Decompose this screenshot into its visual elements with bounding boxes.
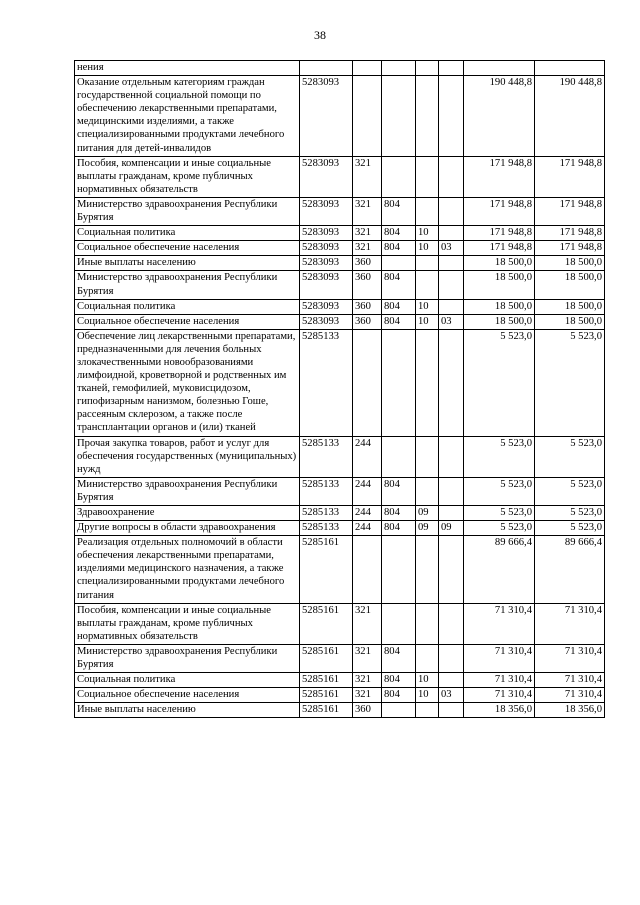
row-name-cell: Министерство здравоохранения Республики Бурятия [75, 477, 300, 505]
subsection-cell: 03 [439, 688, 464, 703]
target-article-cell: 5285161 [300, 703, 353, 718]
amount-cell-2: 71 310,4 [535, 673, 605, 688]
table-row [75, 703, 605, 718]
amount-cell-1 [464, 61, 535, 76]
subsection-cell [439, 477, 464, 505]
table-row [75, 241, 605, 256]
row-name-cell: Министерство здравоохранения Республики Бурятия [75, 271, 300, 299]
row-name-cell: Иные выплаты населению [75, 703, 300, 718]
target-article-cell: 5285133 [300, 436, 353, 477]
ministry-code-cell: 804 [382, 644, 416, 672]
section-cell: 10 [416, 673, 439, 688]
table-row [75, 156, 605, 197]
row-name-cell: Оказание отдельным категориям граждан государственной социальной помощи по обеспечению лекарственными препаратами, медицинскими изделиями, а также специализированными продуктами лечебного питания для детей-инвалидов [75, 76, 300, 157]
target-article-cell: 5283093 [300, 314, 353, 329]
table-row [75, 521, 605, 536]
section-cell [416, 703, 439, 718]
row-name-cell: Пособия, компенсации и иные социальные выплаты гражданам, кроме публичных нормативных обязательств [75, 156, 300, 197]
amount-cell-1: 71 310,4 [464, 603, 535, 644]
amount-cell-2: 71 310,4 [535, 688, 605, 703]
ministry-code-cell [382, 703, 416, 718]
target-article-cell: 5285133 [300, 506, 353, 521]
ministry-code-cell [382, 76, 416, 157]
amount-cell-2: 5 523,0 [535, 477, 605, 505]
amount-cell-2: 171 948,8 [535, 226, 605, 241]
section-cell [416, 61, 439, 76]
section-cell: 10 [416, 241, 439, 256]
amount-cell-2: 18 500,0 [535, 299, 605, 314]
ministry-code-cell [382, 256, 416, 271]
ministry-code-cell [382, 61, 416, 76]
section-cell [416, 436, 439, 477]
amount-cell-2: 71 310,4 [535, 644, 605, 672]
section-cell [416, 329, 439, 436]
expense-type-cell: 360 [353, 299, 382, 314]
section-cell [416, 536, 439, 603]
section-cell: 10 [416, 314, 439, 329]
target-article-cell: 5283093 [300, 226, 353, 241]
ministry-code-cell [382, 436, 416, 477]
target-article-cell: 5285161 [300, 536, 353, 603]
amount-cell-1: 171 948,8 [464, 226, 535, 241]
subsection-cell [439, 76, 464, 157]
row-name-cell: Пособия, компенсации и иные социальные выплаты гражданам, кроме публичных нормативных обязательств [75, 603, 300, 644]
amount-cell-1: 18 500,0 [464, 271, 535, 299]
ministry-code-cell [382, 329, 416, 436]
subsection-cell: 03 [439, 241, 464, 256]
expense-type-cell: 321 [353, 688, 382, 703]
amount-cell-1: 5 523,0 [464, 521, 535, 536]
amount-cell-2: 18 500,0 [535, 256, 605, 271]
target-article-cell: 5283093 [300, 156, 353, 197]
ministry-code-cell: 804 [382, 521, 416, 536]
amount-cell-2: 171 948,8 [535, 156, 605, 197]
table-row [75, 61, 605, 76]
row-name-cell: нения [75, 61, 300, 76]
amount-cell-2: 71 310,4 [535, 603, 605, 644]
table-row [75, 226, 605, 241]
amount-cell-1: 89 666,4 [464, 536, 535, 603]
amount-cell-2: 171 948,8 [535, 241, 605, 256]
subsection-cell: 09 [439, 521, 464, 536]
expense-type-cell: 321 [353, 603, 382, 644]
expense-type-cell: 321 [353, 673, 382, 688]
amount-cell-1: 18 356,0 [464, 703, 535, 718]
expense-type-cell: 321 [353, 197, 382, 225]
target-article-cell: 5285161 [300, 688, 353, 703]
row-name-cell: Реализация отдельных полномочий в области обеспечения лекарственными препаратами, изделиями медицинского назначения, а также специализированными продуктами лечебного питания [75, 536, 300, 603]
expense-type-cell [353, 76, 382, 157]
subsection-cell [439, 644, 464, 672]
row-name-cell: Здравоохранение [75, 506, 300, 521]
section-cell [416, 477, 439, 505]
row-name-cell: Социальное обеспечение населения [75, 241, 300, 256]
subsection-cell [439, 329, 464, 436]
subsection-cell [439, 506, 464, 521]
section-cell [416, 156, 439, 197]
table-body [75, 61, 605, 718]
amount-cell-1: 5 523,0 [464, 436, 535, 477]
expense-type-cell: 321 [353, 226, 382, 241]
expense-type-cell: 321 [353, 644, 382, 672]
table-row [75, 477, 605, 505]
ministry-code-cell: 804 [382, 226, 416, 241]
subsection-cell [439, 436, 464, 477]
subsection-cell [439, 299, 464, 314]
amount-cell-2: 18 500,0 [535, 314, 605, 329]
expense-type-cell [353, 61, 382, 76]
amount-cell-2: 5 523,0 [535, 506, 605, 521]
row-name-cell: Обеспечение лиц лекарственными препаратами, предназначенными для лечения больных злокачественными новообразованиями лимфоидной, кроветворной и родственных им тканей, гемофилией, муковисцидозом, гипофизарным нанизмом, болезнью Гоше, рассеяным склерозом, а также после трансплантации органов и (или) тканей [75, 329, 300, 436]
amount-cell-2: 190 448,8 [535, 76, 605, 157]
expense-type-cell: 244 [353, 436, 382, 477]
row-name-cell: Социальная политика [75, 673, 300, 688]
amount-cell-2: 89 666,4 [535, 536, 605, 603]
row-name-cell: Социальная политика [75, 226, 300, 241]
target-article-cell: 5285133 [300, 521, 353, 536]
amount-cell-2: 5 523,0 [535, 436, 605, 477]
section-cell [416, 76, 439, 157]
expense-type-cell: 360 [353, 271, 382, 299]
table-row [75, 436, 605, 477]
row-name-cell: Социальная политика [75, 299, 300, 314]
ministry-code-cell [382, 603, 416, 644]
section-cell [416, 644, 439, 672]
section-cell: 09 [416, 521, 439, 536]
subsection-cell: 03 [439, 314, 464, 329]
subsection-cell [439, 703, 464, 718]
amount-cell-2: 5 523,0 [535, 521, 605, 536]
expense-type-cell: 321 [353, 156, 382, 197]
table-row [75, 271, 605, 299]
row-name-cell: Министерство здравоохранения Республики Бурятия [75, 197, 300, 225]
section-cell [416, 197, 439, 225]
table-row [75, 603, 605, 644]
target-article-cell: 5285161 [300, 603, 353, 644]
ministry-code-cell: 804 [382, 673, 416, 688]
row-name-cell: Прочая закупка товаров, работ и услуг для обеспечения государственных (муниципальных) нужд [75, 436, 300, 477]
row-name-cell: Министерство здравоохранения Республики Бурятия [75, 644, 300, 672]
amount-cell-1: 18 500,0 [464, 256, 535, 271]
expense-type-cell: 244 [353, 521, 382, 536]
amount-cell-1: 190 448,8 [464, 76, 535, 157]
section-cell: 10 [416, 226, 439, 241]
amount-cell-1: 18 500,0 [464, 314, 535, 329]
amount-cell-2 [535, 61, 605, 76]
target-article-cell: 5285133 [300, 477, 353, 505]
section-cell: 09 [416, 506, 439, 521]
table-row [75, 673, 605, 688]
budget-table [74, 60, 605, 718]
amount-cell-1: 171 948,8 [464, 156, 535, 197]
ministry-code-cell: 804 [382, 314, 416, 329]
target-article-cell: 5285161 [300, 644, 353, 672]
expense-type-cell: 360 [353, 314, 382, 329]
expense-type-cell: 244 [353, 477, 382, 505]
amount-cell-1: 18 500,0 [464, 299, 535, 314]
ministry-code-cell [382, 536, 416, 603]
target-article-cell: 5285133 [300, 329, 353, 436]
table-row [75, 536, 605, 603]
ministry-code-cell: 804 [382, 506, 416, 521]
amount-cell-2: 5 523,0 [535, 329, 605, 436]
amount-cell-2: 18 356,0 [535, 703, 605, 718]
amount-cell-1: 71 310,4 [464, 688, 535, 703]
expense-type-cell: 360 [353, 256, 382, 271]
subsection-cell [439, 61, 464, 76]
subsection-cell [439, 197, 464, 225]
target-article-cell [300, 61, 353, 76]
target-article-cell: 5283093 [300, 197, 353, 225]
expense-type-cell: 360 [353, 703, 382, 718]
table-row [75, 506, 605, 521]
ministry-code-cell: 804 [382, 688, 416, 703]
subsection-cell [439, 673, 464, 688]
target-article-cell: 5283093 [300, 256, 353, 271]
section-cell: 10 [416, 299, 439, 314]
target-article-cell: 5283093 [300, 76, 353, 157]
table-row [75, 329, 605, 436]
table-row [75, 197, 605, 225]
target-article-cell: 5285161 [300, 673, 353, 688]
row-name-cell: Социальное обеспечение населения [75, 688, 300, 703]
subsection-cell [439, 256, 464, 271]
table-row [75, 644, 605, 672]
amount-cell-1: 171 948,8 [464, 241, 535, 256]
page-number: 38 [314, 28, 326, 42]
expense-type-cell [353, 536, 382, 603]
row-name-cell: Социальное обеспечение населения [75, 314, 300, 329]
table-row [75, 314, 605, 329]
amount-cell-2: 18 500,0 [535, 271, 605, 299]
subsection-cell [439, 271, 464, 299]
ministry-code-cell: 804 [382, 299, 416, 314]
expense-type-cell [353, 329, 382, 436]
amount-cell-2: 171 948,8 [535, 197, 605, 225]
subsection-cell [439, 603, 464, 644]
amount-cell-1: 71 310,4 [464, 673, 535, 688]
table-row [75, 688, 605, 703]
expense-type-cell: 244 [353, 506, 382, 521]
table-row [75, 256, 605, 271]
ministry-code-cell: 804 [382, 271, 416, 299]
section-cell: 10 [416, 688, 439, 703]
table-row [75, 76, 605, 157]
subsection-cell [439, 536, 464, 603]
amount-cell-1: 5 523,0 [464, 477, 535, 505]
target-article-cell: 5283093 [300, 299, 353, 314]
subsection-cell [439, 156, 464, 197]
amount-cell-1: 171 948,8 [464, 197, 535, 225]
amount-cell-1: 5 523,0 [464, 329, 535, 436]
section-cell [416, 256, 439, 271]
target-article-cell: 5283093 [300, 241, 353, 256]
subsection-cell [439, 226, 464, 241]
section-cell [416, 603, 439, 644]
ministry-code-cell: 804 [382, 477, 416, 505]
target-article-cell: 5283093 [300, 271, 353, 299]
ministry-code-cell: 804 [382, 197, 416, 225]
row-name-cell: Иные выплаты населению [75, 256, 300, 271]
amount-cell-1: 5 523,0 [464, 506, 535, 521]
expense-type-cell: 321 [353, 241, 382, 256]
ministry-code-cell [382, 156, 416, 197]
row-name-cell: Другие вопросы в области здравоохранения [75, 521, 300, 536]
amount-cell-1: 71 310,4 [464, 644, 535, 672]
table-row [75, 299, 605, 314]
ministry-code-cell: 804 [382, 241, 416, 256]
section-cell [416, 271, 439, 299]
